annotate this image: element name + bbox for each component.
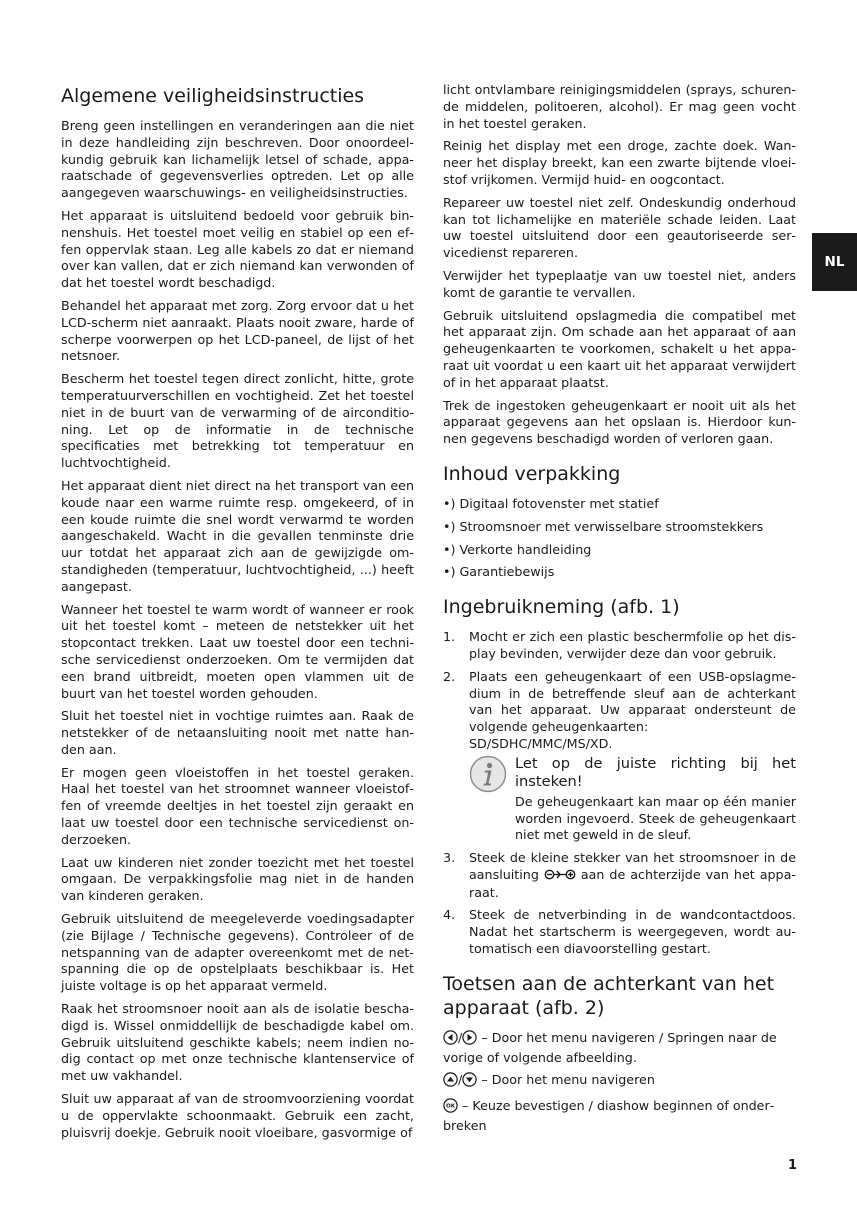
safety-paragraph: Er mogen geen vloeistoffen in het toestel geraken. Haal het toestel van het stroomnet wanneer vloeistoffen of vreemde deeltjes in het toestel zijn geraakt en laat uw toestel door een technische servicedienst onderzoeken. (61, 764, 414, 847)
safety-paragraph: Gebruik uitsluitend de meegeleverde voedingsadapter (zie Bijlage / Technische gegevens). Controleer of de netspanning van de adapter overeenkomt met de netspanning die op de opstelplaats beschikbaar is. Het juiste voltage is op het apparaat vermeld. (61, 911, 414, 994)
step-text: Plaats een geheugenkaart of een USB-opslagmedium in de betreffende sleuf aan de achterkant van het apparaat. Uw apparaat ondersteunt de volgende geheugenkaarten: (469, 668, 796, 735)
buttons-section (443, 972, 796, 1135)
safety-paragraph: Het apparaat dient niet direct na het transport van een koude naar een warme ruimte resp. omgekeerd, of in een koude ruimte die snel wordt verwarmd te worden aangeschakeld. Wacht in die gevallen tenminste drie uur totdat het apparaat zich aan de gewijzigde omstandigheden (temperatuur, luchtvochtigheid, ...) heeft aangepast. (61, 477, 414, 594)
right-column (443, 82, 796, 1141)
safety-paragraph: Reinig het display met een droge, zachte doek. Wanneer het display breekt, kan een zwarte bijtende vloeistof vrijkomen. Vermijd huid- en oogcontact. (443, 138, 796, 187)
key-left-right (443, 1030, 796, 1067)
step-number: 4. (443, 907, 456, 923)
left-column (61, 82, 414, 1147)
list-item: •) Digitaal fotovenster met statief (443, 495, 659, 511)
safety-paragraph: Het apparaat is uitsluitend bedoeld voor gebruik binnenshuis. Het toestel moet veilig en stabiel op een effen oppervlak staan. Leg alle kabels zo dat er niemand over kan vallen, dat er zich niemand kan verwonden of dat het toestel wordt beschadigd. (61, 207, 414, 291)
setup-steps (443, 629, 796, 958)
safety-paragraph: Wanneer het toestel te warm wordt of wanneer er rook uit het toestel komt – meteen de netstekker uit het stopcontact trekken. Laat uw toestel door een technische servicedienst onderzoeken. Om te vermijden dat een brand uitbreidt, moeten open vlammen uit de buurt van het toestel worden gehouden. (61, 601, 414, 701)
info-note-body (515, 755, 796, 844)
setup-step (443, 907, 796, 957)
step-number: 2. (443, 668, 456, 684)
step-text: aan de achterzijde van het apparaat. (469, 866, 796, 900)
left-button-icon (443, 1030, 458, 1050)
step-number: 3. (443, 850, 456, 866)
safety-paragraph: licht ontvlambare reinigingsmiddelen (sprays, schurende middelen, politoeren, alcohol). Er mag geen vocht in het toestel geraken. (443, 82, 796, 131)
key-description: – Keuze bevestigen / diashow beginnen of onderbreken (443, 1098, 775, 1134)
setup-step (443, 850, 796, 901)
right-button-icon (462, 1030, 477, 1050)
safety-paragraph: Repareer uw toestel niet zelf. Ondeskundig onderhoud kan tot lichamelijke en materiële schade leiden. Laat uw toestel uitsluitend door een geautoriseerde servicedienst repareren. (443, 194, 796, 261)
package-contents-heading: Inhoud verpakking (443, 462, 621, 485)
info-note-text: De geheugenkaart kan maar op één manier worden ingevoerd. Steek de geheugenkaart niet met geweld in de sleuf. (515, 793, 796, 843)
safety-paragraph: Laat uw kinderen niet zonder toezicht met het toestel omgaan. De verpakkingsfolie mag niet in de handen van kinderen geraken. (61, 854, 414, 904)
key-ok (443, 1098, 796, 1135)
buttons-heading: Toetsen aan de achterkant van het apparaat (afb. 2) (443, 972, 775, 1019)
key-up-down (443, 1072, 796, 1092)
safety-paragraph: Breng geen instellingen en veranderingen aan die niet in deze handleiding zijn beschreven. Door onoordeelkundig gebruik kan lichamelijk letsel of schade, apparaatschade of gegevensverlies optreden. Let op alle aangegeven waarschuwings- en veiligheidsinstructies. (61, 118, 414, 201)
separator: / (458, 1029, 463, 1045)
ok-button-icon (443, 1098, 458, 1118)
safety-paragraph: Verwijder het typeplaatje van uw toestel niet, anders komt de garantie te vervallen. (443, 267, 796, 300)
list-item: •) Verkorte handleiding (443, 541, 592, 557)
step-text: Mocht er zich een plastic beschermfolie op het display bevinden, verwijder deze dan voor gebruik. (469, 629, 796, 661)
down-button-icon (462, 1072, 477, 1092)
setup-step (443, 669, 796, 844)
safety-paragraph: Behandel het apparaat met zorg. Zorg ervoor dat u het LCD-scherm niet aanraakt. Plaats nooit zware, harde of scherpe voorwerpen op het LCD-paneel, de lijst of het netsnoer. (61, 297, 414, 364)
safety-paragraph: Bescherm het toestel tegen direct zonlicht, hitte, grote temperatuurverschillen en vochtigheid. Zet het toestel niet in de buurt van de verwarming of de airconditioning. Let op de informatie in de technische specificaties met betrekking tot temperatuur en luchtvochtigheid. (61, 371, 414, 471)
safety-paragraph: Trek de ingestoken geheugenkaart er nooit uit als het apparaat gegevens aan het opslaan is. Hierdoor kunnen gegevens beschadigd worden of verloren gaan. (443, 397, 796, 447)
ok-label: OK (445, 1103, 456, 1110)
list-item: •) Garantiebewijs (443, 564, 555, 580)
safety-paragraph: Sluit uw apparaat af van de stroomvoorziening voordat u de oppervlakte schoonmaakt. Gebruik een zacht, pluisvrij doekje. Gebruik nooit vloeibare, gasvormige of (61, 1091, 414, 1140)
setup-heading: Ingebruikneming (afb. 1) (443, 596, 680, 619)
supported-cards: SD/SDHC/MMC/MS/XD. (469, 735, 613, 751)
info-note (469, 755, 796, 844)
safety-paragraph: Gebruik uitsluitend opslagmedia die compatibel met het apparaat zijn. Om schade aan het apparaat of aan geheugenkaarten te voorkomen, schakelt u het apparaat uit voordat u een kaart uit het apparaat verwijdert of in het apparaat plaatst. (443, 307, 796, 390)
setup-section (443, 595, 796, 958)
separator: / (458, 1072, 463, 1088)
info-note-title: Let op de juiste richting bij het insteken! (515, 754, 796, 790)
step-text: Steek de kleine stekker van het stroomsnoer in de aansluiting (469, 850, 796, 882)
key-description: – Door het menu navigeren / Springen naar de vorige of volgende afbeelding. (443, 1029, 777, 1065)
page-number: 1 (788, 1158, 798, 1173)
safety-paragraph: Raak het stroomsnoer nooit aan als de isolatie beschadigd is. Wissel onmiddellijk de beschadigde kabel om. Gebruik uitsluitend geschikte kabels; neem indien nodig contact op met onze technische klantenservice of met uw vakhandel. (61, 1001, 414, 1084)
safety-paragraph: Sluit het toestel niet in vochtige ruimtes aan. Raak de netstekker of de netaansluiting nooit met natte handen aan. (61, 708, 414, 757)
setup-step (443, 629, 796, 663)
up-button-icon (443, 1072, 458, 1092)
key-description: – Door het menu navigeren (481, 1072, 655, 1088)
package-contents-list (443, 496, 796, 581)
info-icon (469, 755, 507, 844)
dc-polarity-icon (544, 868, 576, 885)
safety-heading: Algemene veiligheidsinstructies (61, 85, 365, 107)
step-text: Steek de netverbinding in de wandcontactdoos. Nadat het startscherm is weergegeven, wordt automatisch een diavoorstelling gestart. (469, 907, 796, 957)
list-item: •) Stroomsnoer met verwisselbare stroomstekkers (443, 518, 764, 534)
package-contents-section (443, 462, 796, 581)
language-tab: NL (812, 233, 857, 291)
step-number: 1. (443, 629, 456, 645)
